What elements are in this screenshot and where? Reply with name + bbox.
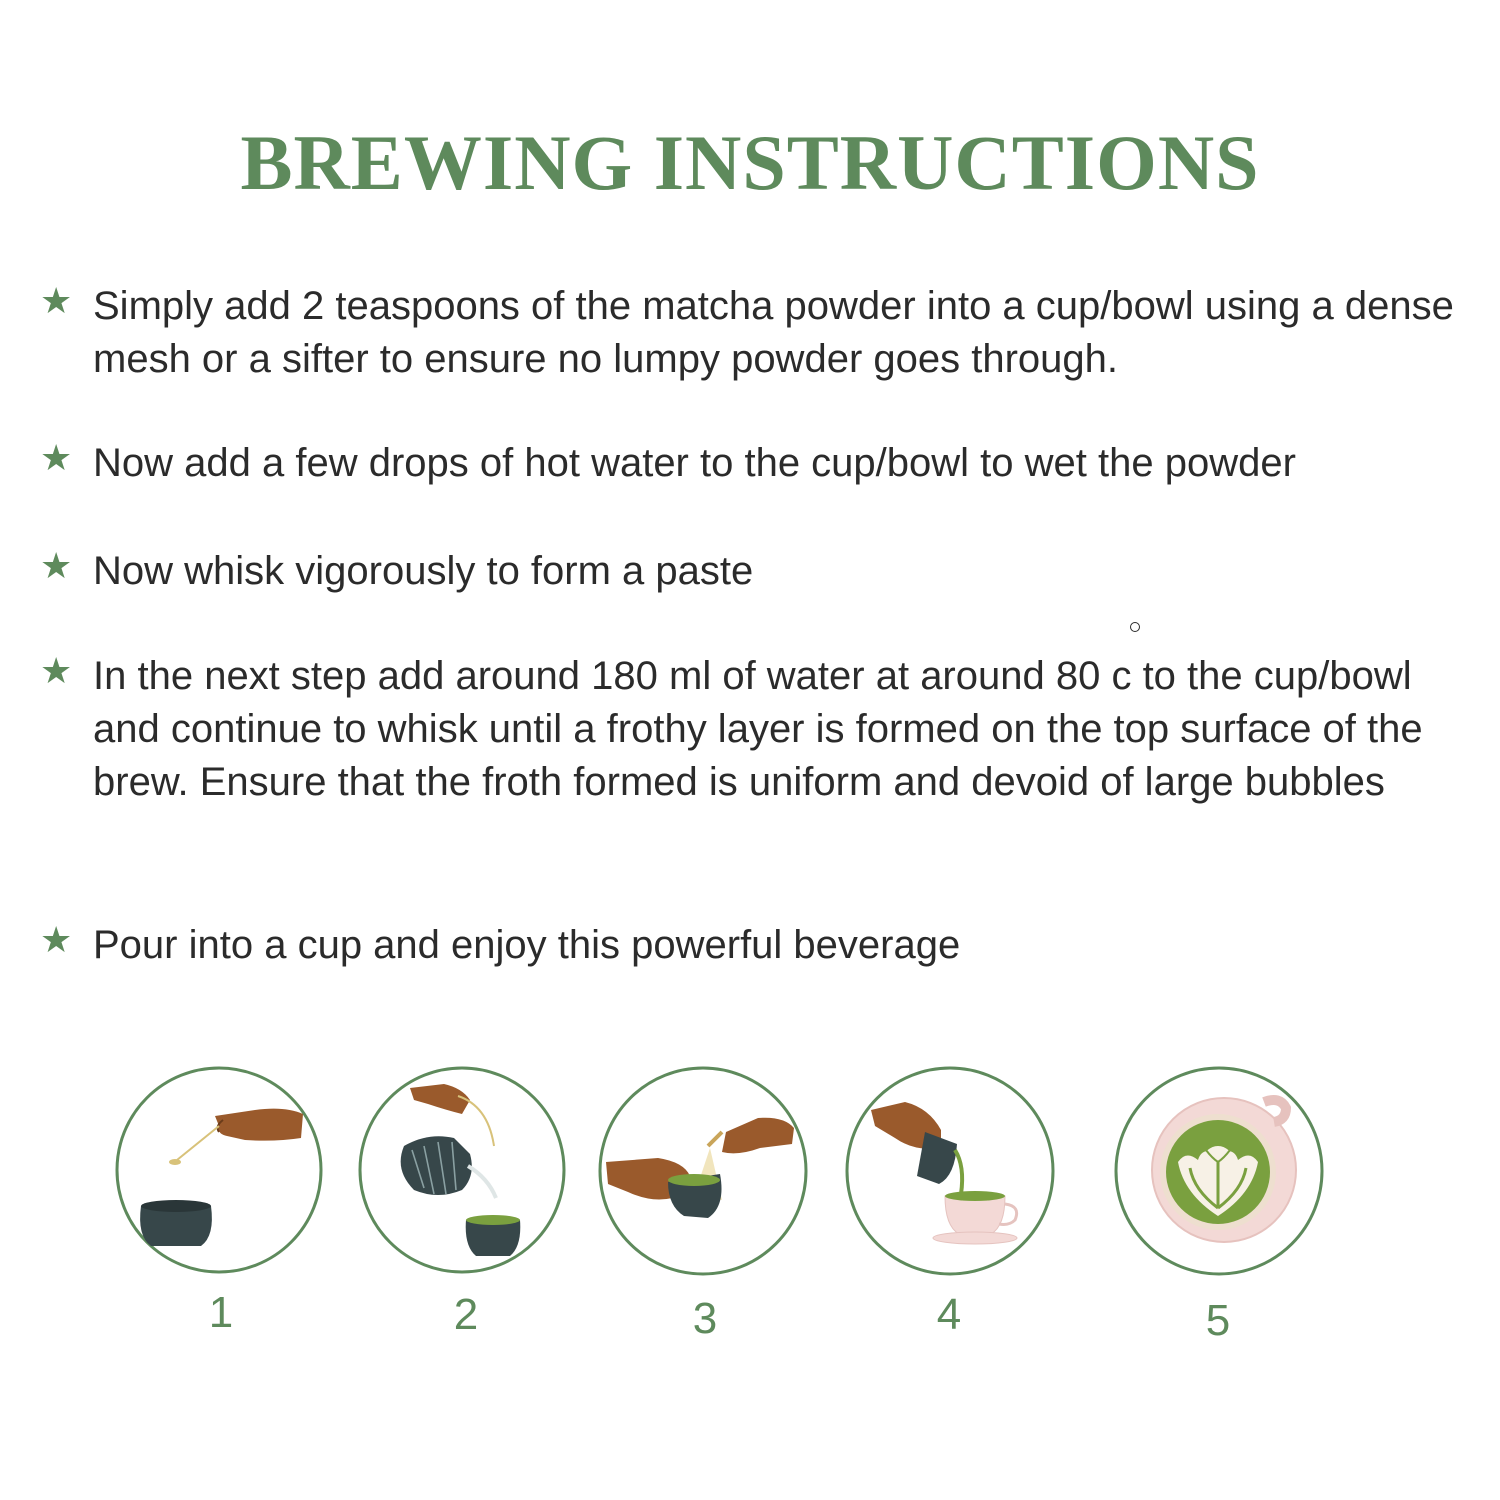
- whisking-icon: [598, 1066, 808, 1276]
- instruction-step-4: [40, 650, 1470, 809]
- step-number-1: 1: [208, 1288, 234, 1337]
- sifting-powder-icon: [115, 1066, 323, 1274]
- step-number-3: 3: [692, 1294, 718, 1343]
- instruction-step-5: [40, 919, 1470, 972]
- pouring-into-cup-icon: [845, 1066, 1055, 1276]
- instruction-step-1: [40, 280, 1470, 386]
- degree-mark: [1130, 622, 1140, 632]
- star-icon: ★: [40, 281, 73, 322]
- step-number-4: 4: [936, 1290, 962, 1339]
- star-icon: ★: [40, 920, 73, 961]
- pouring-water-icon: [358, 1066, 566, 1274]
- star-icon: ★: [40, 438, 73, 479]
- instruction-text: Now whisk vigorously to form a paste: [93, 549, 754, 593]
- instruction-step-2: [40, 437, 1470, 490]
- instruction-text: Now add a few drops of hot water to the cup/bowl to wet the powder: [93, 441, 1296, 485]
- step-number-5: 5: [1205, 1296, 1231, 1345]
- instruction-text: Pour into a cup and enjoy this powerful beverage: [93, 923, 961, 967]
- instruction-text: Simply add 2 teaspoons of the matcha powder into a cup/bowl using a dense mesh or a sifter to ensure no lumpy powder goes through.: [93, 284, 1454, 381]
- star-icon: ★: [40, 546, 73, 587]
- instruction-text: In the next step add around 180 ml of water at around 80 c to the cup/bowl and continue to whisk until a frothy layer is formed on the top surface of the brew. Ensure that the froth formed is uniform and devoid of large bubbles: [93, 654, 1423, 804]
- star-icon: ★: [40, 651, 73, 692]
- instruction-step-3: [40, 545, 1470, 598]
- matcha-latte-icon: [1114, 1066, 1324, 1276]
- page-title: BREWING INSTRUCTIONS: [240, 119, 1260, 206]
- step-number-2: 2: [453, 1290, 479, 1339]
